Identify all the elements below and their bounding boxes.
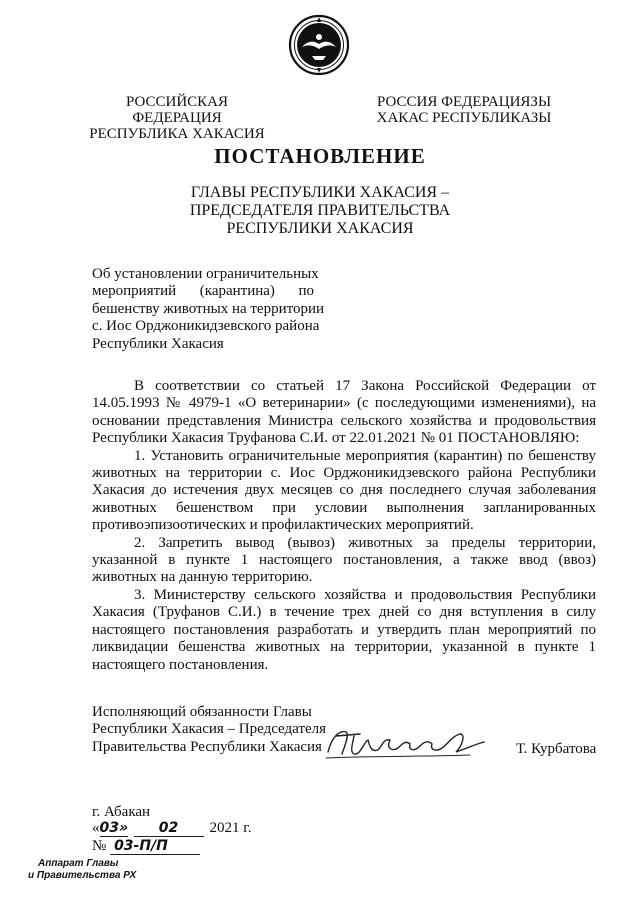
header-left-country: РОССИЙСКАЯ ФЕДЕРАЦИЯ (125, 94, 229, 126)
signatory-position-line: Республики Хакасия – Председателя (92, 721, 327, 738)
subject-line: Республики Хакасия (92, 335, 224, 352)
subtitle-line: РЕСПУБЛИКИ ХАКАСИЯ (226, 220, 414, 237)
subject-line: с. Иос Орджоникидзевского района (92, 318, 320, 335)
body-paragraph-1: 1. Установить ограничительные мероприятия (карантин) по бешенству животных на территории с. Иос Орджоникидзевского района Республики Хакасия до истечения двух месяцев со дня последнего случая заболевания животных бешенством при условии выполнения запланированных противоэпизоотических и профилактических мероприятий. (92, 447, 596, 534)
header-left-republic: РЕСПУБЛИКА ХАКАСИЯ (89, 126, 265, 142)
subtitle-line: ПРЕДСЕДАТЕЛЯ ПРАВИТЕЛЬСТВА (189, 202, 451, 219)
number-value: 03-П/П (110, 838, 200, 855)
date-open-quote: « (92, 820, 100, 836)
coat-of-arms-emblem (288, 14, 350, 76)
body-paragraph-3: 3. Министерству сельского хозяйства и продовольствия Республики Хакасия (Труфанов С.И.) в течение трех дней со дня вступления в силу настоящего постановления разработать и утвердить план мероприятий по ликвидации бешенства животных на территории, указанной в пункте 1 настоящего постановления. (92, 586, 596, 673)
date-day: 03» (99, 820, 129, 836)
header-left (82, 94, 272, 142)
stamp-line: и Правительства РХ (28, 870, 137, 881)
document-date (92, 820, 251, 837)
subject-line: бешенству животных на территории (92, 300, 325, 317)
stamp-line: Аппарат Главы (38, 858, 119, 869)
header-right (366, 94, 562, 126)
document-title: ПОСТАНОВЛЕНИЕ (214, 144, 426, 168)
header-right-country: РОССИЯ ФЕДЕРАЦИЯЗЫ (376, 94, 552, 110)
document-body (92, 378, 596, 674)
document-subject (92, 266, 325, 353)
signatory-name: Т. Курбатова (516, 741, 597, 757)
number-label: № (92, 838, 107, 854)
signatory-position (92, 704, 332, 756)
office-stamp (28, 858, 136, 882)
body-paragraph-2: 2. Запретить вывод (вывоз) животных за пределы территории, указанной в пункте 1 настоящего постановления, а также ввод (ввоз) животных на данную территорию. (92, 534, 596, 586)
date-month: 02 (134, 820, 204, 837)
document-subtitle (0, 184, 640, 238)
header-right-republic: ХАКАС РЕСПУБЛИКАЗЫ (376, 110, 552, 126)
subject-line: Об установлении ограничительных (92, 266, 319, 282)
signatory-position-line: Исполняющий обязанности Главы (92, 704, 312, 720)
body-paragraph-preamble: В соответствии со статьей 17 Закона Российской Федерации от 14.05.1993 № 4979-1 «О ветеринарии» (с последующими изменениями), на основании представления Министра сельского хозяйства и продовольствия Республики Хакасия Труфанова С.И. от 22.01.2021 № 01 ПОСТАНОВЛЯЮ: (92, 378, 596, 447)
signatory-position-line: Правительства Республики Хакасия (92, 738, 322, 755)
subject-line: мероприятий (карантина) по (92, 283, 314, 300)
document-number (92, 838, 200, 855)
subtitle-line: ГЛАВЫ РЕСПУБЛИКИ ХАКАСИЯ – (190, 184, 450, 201)
handwritten-signature (320, 722, 490, 764)
document-city: г. Абакан (92, 804, 151, 820)
date-year: 2021 г. (209, 820, 252, 836)
